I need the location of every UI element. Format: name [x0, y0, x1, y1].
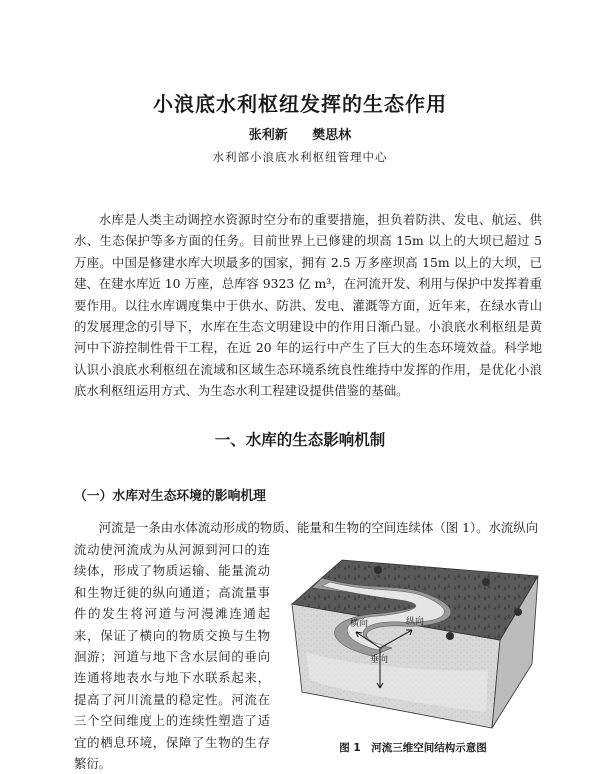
section-heading: 一、水库的生态影响机制 [214, 430, 386, 449]
author-name: 张利新 [248, 128, 288, 143]
paper-title: 小浪底水利枢纽发挥的生态作用 [153, 92, 447, 116]
body-paragraph-wrapped: 流动使河流成为从河源到河口的连续体，形成了物质运输、能量流动和生物迁徙的纵向通道；高流量事件的发生将河道与河漫滩连通起来，保证了横向的物质交换与生物洄游；河道与地下含水层间的垂向连通将地表水与地下水联系起来，提高了河川流量的稳定性。河流在三个空间维度上的连续性塑造了适宜的栖息环境，保障了生物的生存繁衍。 [74, 542, 270, 772]
body-paragraph-first-line: 河流是一条由水体流动形成的物质、能量和生物的空间连续体（图 1）。水流纵向 [98, 520, 539, 535]
author-list [0, 124, 600, 143]
tree-mark [446, 632, 454, 640]
lateral-label: 横向 [350, 619, 369, 629]
river-3d-structure-figure [282, 552, 544, 734]
longitudinal-label: 纵向 [406, 617, 425, 627]
affiliation: 水利部小浪底水利枢纽管理中心 [212, 150, 388, 164]
tree-mark [482, 578, 490, 586]
vertical-label: 垂向 [370, 655, 389, 665]
tree-mark [514, 608, 522, 616]
author-name: 樊思林 [312, 128, 352, 143]
intro-paragraph: 水库是人类主动调控水资源时空分布的重要措施，担负着防洪、发电、航运、供水、生态保护等多方面的任务。目前世界上已修建的坝高 15m 以上的大坝已超过 5 万座。中国是修建水库大坝最多的国家，拥有 2.5 万多座坝高 15m 以上的大坝，已建、在建水库近 10 万座，总库容 9323 亿 m³，在河流开发、利用与保护中发挥着重要作用。以往水库调度集中于供水、防洪、发电、灌溉等方面，近年来，在绿水青山的发展理念的引导下，水库在生态文明建设中的作用日渐凸显。小浪底水利枢纽是黄河中下游控制性骨干工程，在近 20 年的运行中产生了巨大的生态环境效益。科学地认识小浪底水利枢纽在流域和区域生态环境系统良性维持中发挥的作用，是优化小浪底水利枢纽运用方式、为生态水利工程建设提供借鉴的基础。 [74, 212, 542, 399]
subsection-heading: （一）水库对生态环境的影响机理 [74, 489, 266, 504]
tree-mark [374, 566, 382, 574]
figure-caption: 图 1 河流三维空间结构示意图 [339, 742, 487, 754]
